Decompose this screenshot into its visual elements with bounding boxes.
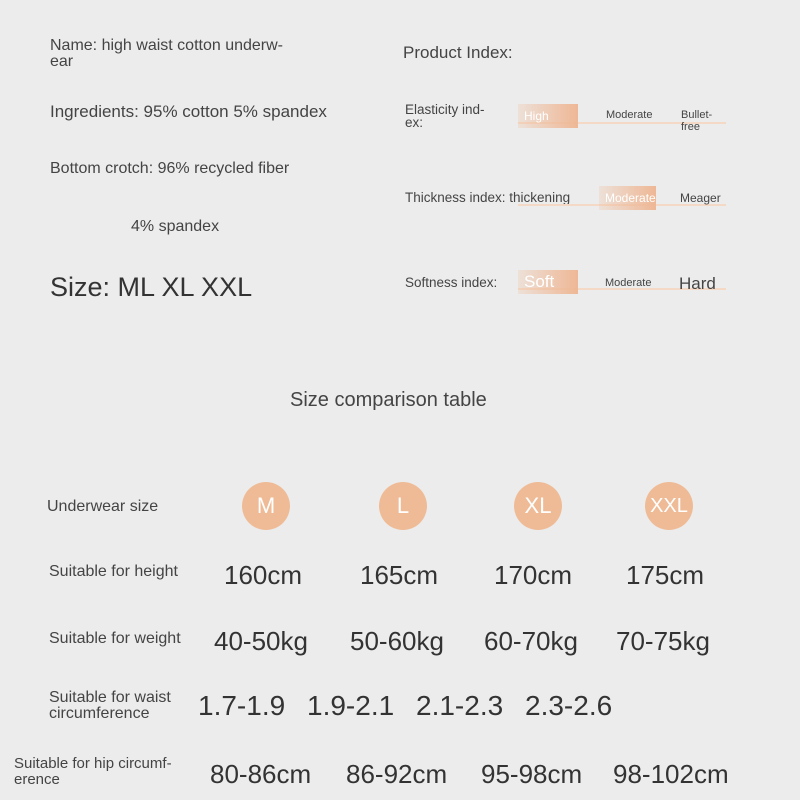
product-index-title: Product Index: bbox=[403, 43, 513, 62]
bottom-crotch-line1: Bottom crotch: 96% recycled fiber bbox=[50, 160, 290, 177]
elasticity-bar bbox=[518, 104, 726, 133]
softness-label: Softness index: bbox=[405, 275, 498, 290]
waist-value: 1.7-1.9 bbox=[198, 690, 286, 721]
product-name-line1: Name: high waist cotton underw- bbox=[50, 37, 283, 54]
size-list: Size: ML XL XXL bbox=[50, 272, 253, 302]
thickness-label: Thickness index: thickening bbox=[405, 190, 571, 205]
size-circle-xxl: XXL bbox=[645, 482, 693, 530]
hip-label bbox=[14, 756, 172, 788]
hip-label-line2: erence bbox=[14, 771, 60, 788]
height-value: 170cm bbox=[494, 560, 573, 590]
size-circle-l: L bbox=[379, 482, 427, 530]
elasticity-right-label: Bullet-free bbox=[681, 109, 713, 133]
size-table-title: Size comparison table bbox=[290, 389, 487, 411]
product-name bbox=[50, 38, 283, 70]
waist-label-line2: circumference bbox=[49, 705, 150, 722]
thickness-right-label: Meager bbox=[680, 191, 721, 205]
elasticity-mid-label: Moderate bbox=[606, 109, 653, 121]
hip-value: 95-98cm bbox=[481, 759, 583, 789]
elasticity-fill: High bbox=[518, 104, 578, 128]
weight-value: 70-75kg bbox=[616, 626, 710, 656]
elasticity-label-line2: ex: bbox=[405, 115, 424, 130]
ingredients: Ingredients: 95% cotton 5% spandex bbox=[50, 102, 327, 121]
softness-right-label: Hard bbox=[679, 274, 716, 293]
size-circle-xl: XL bbox=[514, 482, 562, 530]
bottom-crotch-line2: 4% spandex bbox=[131, 218, 220, 235]
underwear-size-label: Underwear size bbox=[47, 498, 159, 515]
product-name-line2: ear bbox=[50, 53, 74, 70]
waist-label-line1: Suitable for waist bbox=[49, 689, 171, 706]
elasticity-label-line1: Elasticity ind- bbox=[405, 102, 485, 117]
weight-value: 50-60kg bbox=[350, 626, 444, 656]
weight-value: 60-70kg bbox=[484, 626, 578, 656]
hip-value: 86-92cm bbox=[346, 759, 448, 789]
height-value: 160cm bbox=[224, 560, 303, 590]
weight-label: Suitable for weight bbox=[49, 630, 181, 647]
size-circle-m: M bbox=[242, 482, 290, 530]
elasticity-label bbox=[405, 103, 485, 129]
softness-fill: Soft bbox=[518, 270, 578, 294]
height-value: 175cm bbox=[626, 560, 705, 590]
thickness-bar bbox=[518, 186, 726, 206]
hip-label-line1: Suitable for hip circumf- bbox=[14, 755, 172, 772]
height-value: 165cm bbox=[360, 560, 439, 590]
hip-value: 80-86cm bbox=[210, 759, 312, 789]
softness-bar bbox=[518, 270, 726, 293]
weight-value: 40-50kg bbox=[214, 626, 308, 656]
softness-mid-label: Moderate bbox=[605, 277, 652, 289]
hip-value: 98-102cm bbox=[613, 759, 729, 789]
waist-value: 2.1-2.3 bbox=[416, 690, 504, 721]
waist-label bbox=[49, 690, 171, 722]
waist-value: 2.3-2.6 bbox=[525, 690, 613, 721]
waist-value: 1.9-2.1 bbox=[307, 690, 395, 721]
thickness-fill: Moderate bbox=[599, 186, 656, 210]
height-label: Suitable for height bbox=[49, 563, 178, 580]
